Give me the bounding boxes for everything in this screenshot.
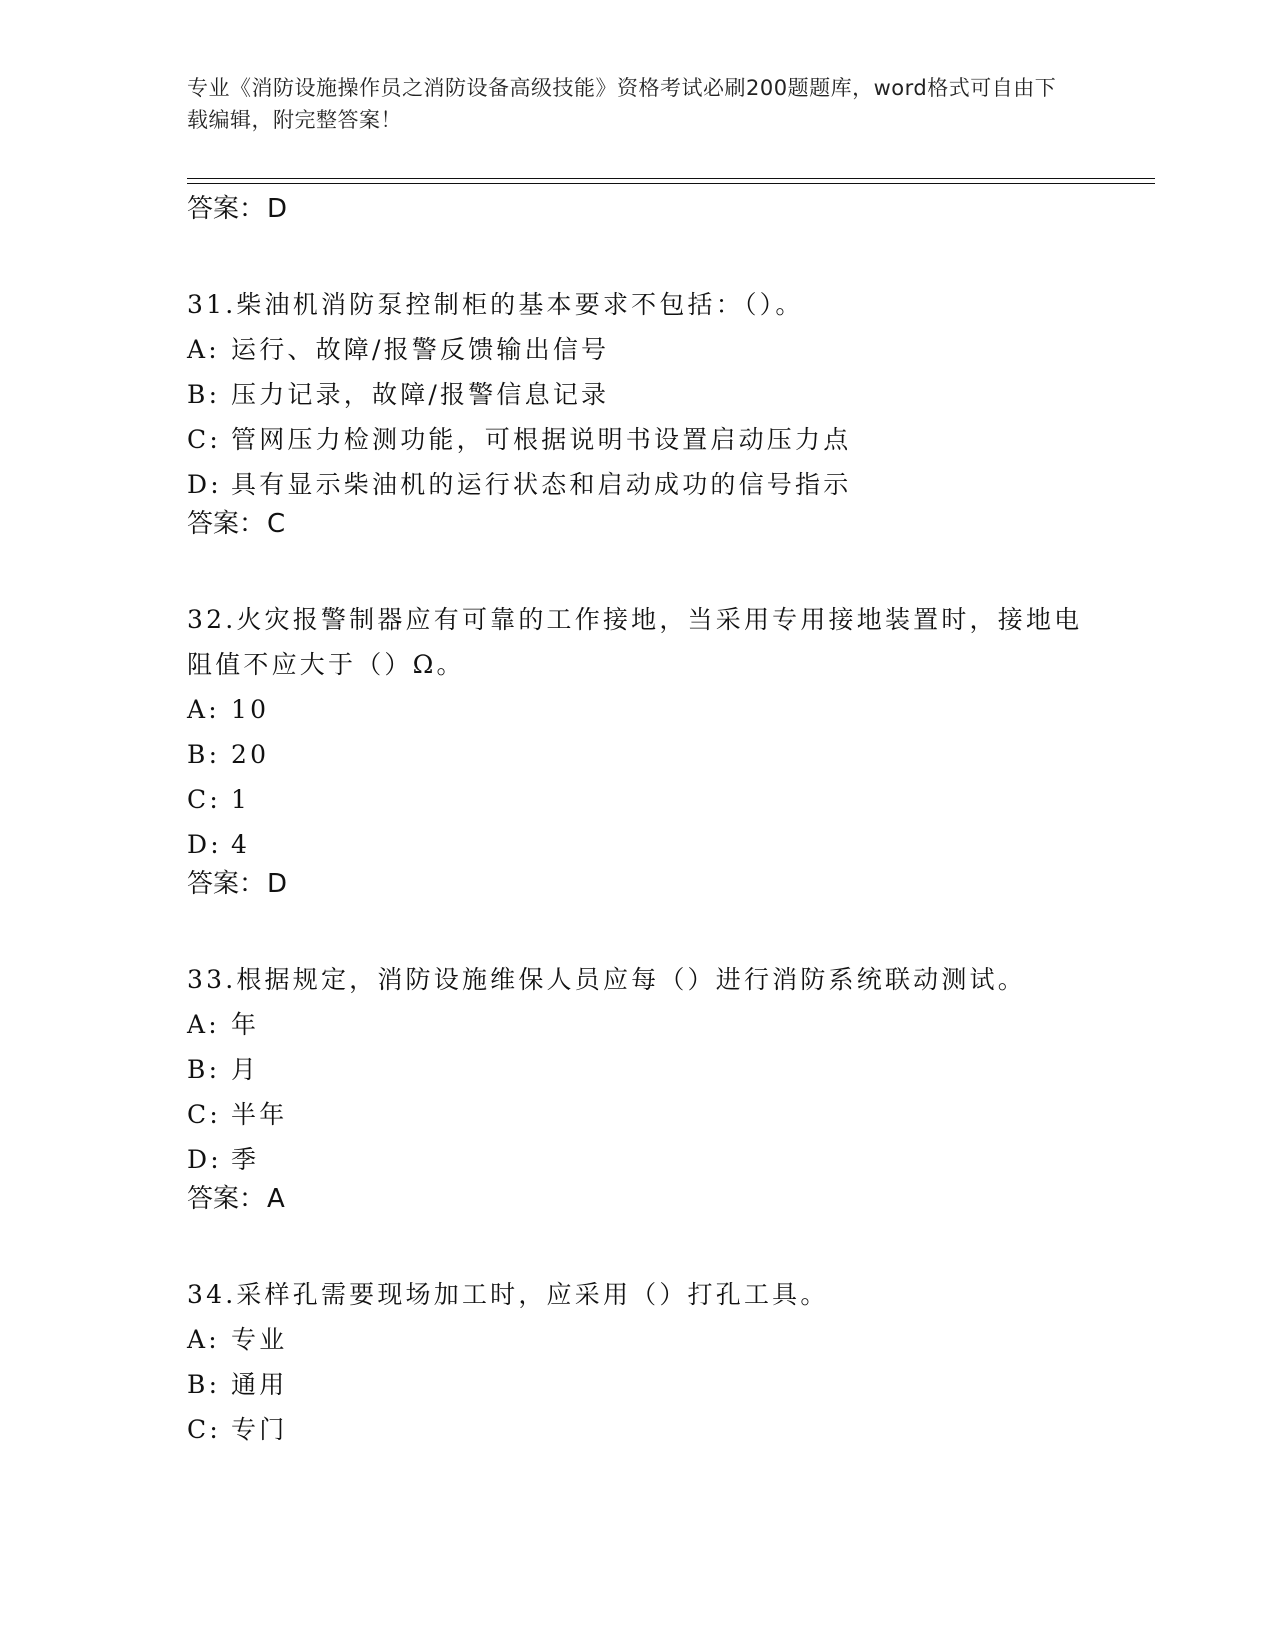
option-key: D: — [187, 470, 222, 499]
option-text: 专门 — [231, 1415, 288, 1444]
option-text: 压力记录，故障/报警信息记录 — [231, 380, 610, 409]
question-text: 34.采样孔需要现场加工时，应采用（）打孔工具。 — [187, 1280, 829, 1309]
option-text: 月 — [231, 1055, 260, 1084]
answer-line — [187, 1182, 1107, 1216]
question-block — [187, 597, 1107, 901]
option-key: B: — [187, 1370, 221, 1399]
question-list — [187, 192, 1107, 1452]
option-text: 4 — [231, 830, 251, 859]
option-text: 专业 — [231, 1325, 288, 1354]
question-text: 33.根据规定，消防设施维保人员应每（）进行消防系统联动测试。 — [187, 965, 1026, 994]
answer-label: 答案： — [187, 509, 266, 539]
option-key: A: — [187, 1325, 220, 1354]
option-text: 季 — [231, 1145, 260, 1174]
option-key: C: — [187, 785, 221, 814]
option-b — [187, 732, 1107, 777]
answer-value: D — [267, 194, 288, 224]
option-d — [187, 1137, 1107, 1182]
option-b — [187, 1362, 1107, 1407]
answer-label: 答案： — [187, 1184, 266, 1214]
option-key: C: — [187, 1100, 221, 1129]
option-d — [187, 822, 1107, 867]
option-c — [187, 1092, 1107, 1137]
option-key: A: — [187, 695, 220, 724]
option-key: C: — [187, 425, 221, 454]
document-header: 专业《消防设施操作员之消防设备高级技能》资格考试必刷200题题库，word格式可自由下载编辑，附完整答案！ — [187, 76, 1057, 132]
answer-value: A — [267, 1184, 285, 1214]
question-block — [187, 1272, 1107, 1452]
option-c — [187, 417, 1107, 462]
answer-value: D — [267, 869, 288, 899]
option-text: 半年 — [231, 1100, 288, 1129]
question-text: 31.柴油机消防泵控制柜的基本要求不包括：（）。 — [187, 290, 804, 319]
option-c — [187, 777, 1107, 822]
option-text: 具有显示柴油机的运行状态和启动成功的信号指示 — [231, 470, 852, 499]
option-a — [187, 1002, 1107, 1047]
option-a — [187, 1317, 1107, 1362]
option-text: 10 — [231, 695, 270, 724]
option-a — [187, 687, 1107, 732]
answer-line — [187, 192, 1107, 226]
option-c — [187, 1407, 1107, 1452]
option-key: A: — [187, 1010, 220, 1039]
question-block — [187, 957, 1107, 1216]
answer-value: C — [267, 509, 286, 539]
header-rule-bottom — [187, 183, 1155, 184]
option-text: 通用 — [231, 1370, 288, 1399]
option-b — [187, 1047, 1107, 1092]
option-key: D: — [187, 830, 222, 859]
header-rule-top — [187, 178, 1155, 179]
option-key: C: — [187, 1415, 221, 1444]
answer-label: 答案： — [187, 194, 266, 224]
option-d — [187, 462, 1107, 507]
option-key: A: — [187, 335, 220, 364]
option-text: 管网压力检测功能，可根据说明书设置启动压力点 — [231, 425, 852, 454]
answer-line — [187, 507, 1107, 541]
option-b — [187, 372, 1107, 417]
option-text: 运行、故障/报警反馈输出信号 — [231, 335, 610, 364]
option-key: B: — [187, 1055, 221, 1084]
answer-label: 答案： — [187, 869, 266, 899]
option-key: B: — [187, 740, 221, 769]
question-text: 32.火灾报警制器应有可靠的工作接地，当采用专用接地装置时，接地电阻值不应大于（）Ω。 — [187, 605, 1083, 679]
option-key: D: — [187, 1145, 222, 1174]
option-key: B: — [187, 380, 221, 409]
question-block — [187, 282, 1107, 541]
option-text: 年 — [231, 1010, 260, 1039]
answer-line — [187, 867, 1107, 901]
option-a — [187, 327, 1107, 372]
option-text: 1 — [231, 785, 251, 814]
option-text: 20 — [231, 740, 270, 769]
